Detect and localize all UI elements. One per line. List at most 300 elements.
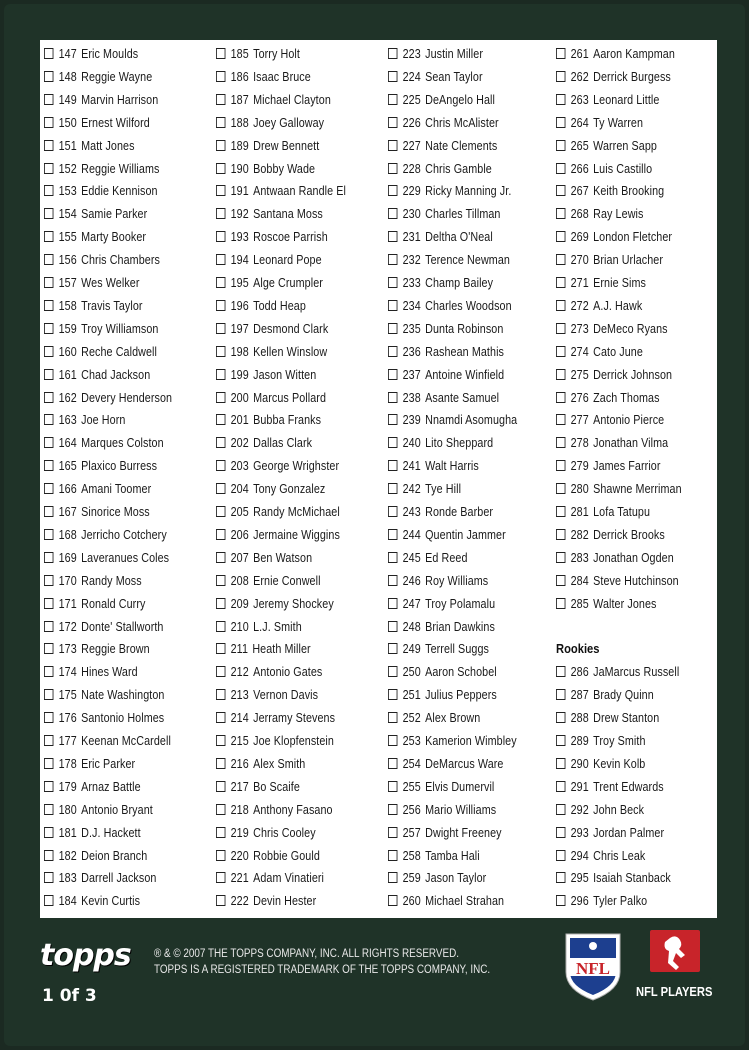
player-name: Nate Washington xyxy=(81,688,165,703)
checklist-entry xyxy=(556,342,643,362)
card-number: 274 xyxy=(570,344,589,359)
checklist-entry xyxy=(556,181,664,201)
checkbox-icon[interactable] xyxy=(388,850,397,861)
checkbox-icon[interactable] xyxy=(556,163,565,174)
checkbox-icon[interactable] xyxy=(388,300,397,311)
card-number: 173 xyxy=(58,642,77,657)
card-number: 260 xyxy=(402,894,421,909)
player-name: Torry Holt xyxy=(253,47,300,61)
player-name: DeMeco Ryans xyxy=(593,321,668,336)
card-number: 148 xyxy=(58,69,77,84)
checkbox-icon[interactable] xyxy=(556,460,565,471)
card-number: 244 xyxy=(402,527,421,542)
checkbox-icon[interactable] xyxy=(216,850,225,861)
checkbox-icon[interactable] xyxy=(556,71,565,82)
checkbox-icon[interactable] xyxy=(556,689,565,700)
card-number: 221 xyxy=(230,871,249,886)
checkbox-icon[interactable] xyxy=(556,185,565,196)
checklist-entry xyxy=(388,548,468,568)
player-name: Ronald Curry xyxy=(81,596,146,611)
checkbox-icon[interactable] xyxy=(44,506,53,517)
card-number: 288 xyxy=(570,711,589,726)
player-name: Ricky Manning Jr. xyxy=(425,184,512,199)
checkbox-icon[interactable] xyxy=(216,529,225,540)
checklist-entry xyxy=(556,296,642,316)
checkbox-icon[interactable] xyxy=(388,827,397,838)
checkbox-icon[interactable] xyxy=(44,369,53,380)
player-name: Ronde Barber xyxy=(425,505,494,519)
player-name: Chris Gamble xyxy=(425,161,492,176)
checkbox-icon[interactable] xyxy=(216,483,225,494)
checkbox-icon[interactable] xyxy=(44,850,53,861)
checkbox-icon[interactable] xyxy=(216,506,225,517)
checkbox-icon[interactable] xyxy=(388,460,397,471)
card-number: 265 xyxy=(570,138,589,153)
player-name: Antwaan Randle El xyxy=(253,184,347,199)
checklist-entry xyxy=(556,273,646,293)
checkbox-icon[interactable] xyxy=(388,392,397,403)
card-number: 200 xyxy=(230,390,249,405)
checkbox-icon[interactable] xyxy=(44,689,53,700)
checklist-entry xyxy=(388,181,511,201)
checklist-entry xyxy=(216,456,339,476)
checklist-entry xyxy=(216,685,318,705)
player-name: Reggie Wayne xyxy=(81,69,153,84)
checkbox-icon[interactable] xyxy=(216,254,225,265)
checklist-entry xyxy=(556,456,661,476)
checkbox-icon[interactable] xyxy=(216,827,225,838)
card-number: 182 xyxy=(58,848,77,863)
checklist-entry xyxy=(44,319,158,339)
checkbox-icon[interactable] xyxy=(388,666,397,677)
card-number: 193 xyxy=(230,230,249,245)
checkbox-icon[interactable] xyxy=(44,117,53,128)
player-name: Travis Taylor xyxy=(81,298,143,313)
player-name: Antonio Gates xyxy=(253,665,323,680)
checkbox-icon[interactable] xyxy=(216,300,225,311)
checklist-entry xyxy=(388,319,503,339)
checkbox-icon[interactable] xyxy=(216,689,225,700)
checkbox-icon[interactable] xyxy=(44,140,53,151)
checkbox-icon[interactable] xyxy=(388,689,397,700)
card-number: 294 xyxy=(570,848,589,863)
checkbox-icon[interactable] xyxy=(44,575,53,586)
player-name: Troy Smith xyxy=(593,734,646,748)
checklist-entry xyxy=(216,708,335,728)
card-number: 178 xyxy=(58,756,77,771)
checkbox-icon[interactable] xyxy=(556,117,565,128)
checklist-entry xyxy=(44,685,164,705)
checkbox-icon[interactable] xyxy=(388,185,397,196)
checkbox-icon[interactable] xyxy=(556,94,565,105)
player-name: Ben Watson xyxy=(253,550,313,565)
checkbox-icon[interactable] xyxy=(44,781,53,792)
checklist-entry xyxy=(388,410,517,430)
player-name: A.J. Hawk xyxy=(593,298,643,313)
checkbox-icon[interactable] xyxy=(556,506,565,517)
checklist-entry xyxy=(44,433,164,453)
checkbox-icon[interactable] xyxy=(216,277,225,288)
checkbox-icon[interactable] xyxy=(44,323,53,334)
checkbox-icon[interactable] xyxy=(44,804,53,815)
player-name: Aaron Schobel xyxy=(425,665,497,680)
checkbox-icon[interactable] xyxy=(216,575,225,586)
checkbox-icon[interactable] xyxy=(44,71,53,82)
checkbox-icon[interactable] xyxy=(44,529,53,540)
player-name: Jordan Palmer xyxy=(593,825,665,840)
checkbox-icon[interactable] xyxy=(556,48,565,59)
player-name: Randy Moss xyxy=(81,573,142,588)
checkbox-icon[interactable] xyxy=(388,598,397,609)
checkbox-icon[interactable] xyxy=(44,185,53,196)
card-number: 238 xyxy=(402,390,421,405)
checkbox-icon[interactable] xyxy=(556,208,565,219)
checkbox-icon[interactable] xyxy=(216,346,225,357)
checkbox-icon[interactable] xyxy=(44,598,53,609)
checkbox-icon[interactable] xyxy=(556,758,565,769)
checkbox-icon[interactable] xyxy=(388,804,397,815)
checkbox-icon[interactable] xyxy=(388,529,397,540)
checkbox-icon[interactable] xyxy=(388,117,397,128)
player-name: Robbie Gould xyxy=(253,848,320,863)
player-name: Alge Crumpler xyxy=(253,276,323,290)
nfl-shield-icon xyxy=(562,928,624,1002)
checkbox-icon[interactable] xyxy=(556,323,565,334)
checkbox-icon[interactable] xyxy=(556,140,565,151)
card-number: 291 xyxy=(570,779,589,794)
copyright-line-2: TOPPS IS A REGISTERED TRADEMARK OF THE TOPPS COMPANY, INC. xyxy=(154,964,491,976)
checklist-entry xyxy=(556,44,675,64)
card-number: 220 xyxy=(230,848,249,863)
card-number: 271 xyxy=(570,276,589,290)
checkbox-icon[interactable] xyxy=(44,414,53,425)
checkbox-icon[interactable] xyxy=(216,735,225,746)
player-name: Arnaz Battle xyxy=(81,779,141,794)
checklist-entry xyxy=(44,136,135,156)
player-name: Troy Polamalu xyxy=(425,596,496,611)
checkbox-icon[interactable] xyxy=(216,94,225,105)
player-name: Nnamdi Asomugha xyxy=(425,413,518,428)
player-name: Chris Chambers xyxy=(81,253,160,268)
checkbox-icon[interactable] xyxy=(556,712,565,723)
checkbox-icon[interactable] xyxy=(556,895,565,906)
checkbox-icon[interactable] xyxy=(216,71,225,82)
player-name: Plaxico Burress xyxy=(81,459,158,474)
player-name: Champ Bailey xyxy=(425,276,494,290)
checkbox-icon[interactable] xyxy=(388,575,397,586)
checkbox-icon[interactable] xyxy=(216,895,225,906)
checkbox-icon[interactable] xyxy=(44,666,53,677)
checklist-entry xyxy=(556,159,652,179)
checklist-entry xyxy=(44,90,158,110)
checkbox-icon[interactable] xyxy=(216,414,225,425)
checkbox-icon[interactable] xyxy=(216,758,225,769)
checkbox-icon[interactable] xyxy=(216,369,225,380)
card-number: 277 xyxy=(570,413,589,428)
checklist-entry xyxy=(388,204,500,224)
checklist-entry xyxy=(216,571,321,591)
checkbox-icon[interactable] xyxy=(556,781,565,792)
checkbox-icon[interactable] xyxy=(216,231,225,242)
checkbox-icon[interactable] xyxy=(388,552,397,563)
checkbox-icon[interactable] xyxy=(216,712,225,723)
nfl-players-label: NFL PLAYERS xyxy=(636,984,713,999)
checklist-entry xyxy=(556,823,664,843)
checkbox-icon[interactable] xyxy=(44,872,53,883)
checkbox-icon[interactable] xyxy=(556,872,565,883)
card-number: 214 xyxy=(230,711,249,726)
checkbox-icon[interactable] xyxy=(44,643,53,654)
checkbox-icon[interactable] xyxy=(388,277,397,288)
checklist-entry xyxy=(388,617,495,637)
checkbox-icon[interactable] xyxy=(556,254,565,265)
card-number: 206 xyxy=(230,527,249,542)
card-number: 295 xyxy=(570,871,589,886)
checklist-entry xyxy=(388,365,504,385)
player-name: James Farrior xyxy=(593,459,661,474)
player-name: Antoine Winfield xyxy=(425,367,505,382)
checkbox-icon[interactable] xyxy=(216,48,225,59)
checklist-entry xyxy=(388,777,494,797)
checklist-entry xyxy=(216,800,333,820)
checkbox-icon[interactable] xyxy=(556,827,565,838)
checklist-entry xyxy=(388,685,497,705)
checkbox-icon[interactable] xyxy=(556,300,565,311)
checkbox-icon[interactable] xyxy=(216,804,225,815)
card-number: 197 xyxy=(230,321,249,336)
checkbox-icon[interactable] xyxy=(388,758,397,769)
checklist-entry xyxy=(388,639,489,659)
checkbox-icon[interactable] xyxy=(556,804,565,815)
player-silhouette-icon xyxy=(650,930,700,972)
checkbox-icon[interactable] xyxy=(388,346,397,357)
card-number: 226 xyxy=(402,115,421,130)
rookies-heading: Rookies xyxy=(556,641,600,657)
checkbox-icon[interactable] xyxy=(556,231,565,242)
checkbox-icon[interactable] xyxy=(216,643,225,654)
card-number: 266 xyxy=(570,161,589,176)
player-name: Desmond Clark xyxy=(253,321,329,336)
checkbox-icon[interactable] xyxy=(556,369,565,380)
checkbox-icon[interactable] xyxy=(216,208,225,219)
player-name: Jason Witten xyxy=(253,367,317,382)
card-number: 248 xyxy=(402,619,421,634)
checkbox-icon[interactable] xyxy=(216,392,225,403)
checklist-entry xyxy=(216,617,302,637)
checkbox-icon[interactable] xyxy=(44,437,53,448)
checkbox-icon[interactable] xyxy=(388,414,397,425)
checkbox-icon[interactable] xyxy=(216,323,225,334)
checkbox-icon[interactable] xyxy=(556,529,565,540)
checkbox-icon[interactable] xyxy=(216,872,225,883)
checklist-entry xyxy=(216,594,334,614)
player-name: Walter Jones xyxy=(593,596,657,611)
checklist-entry xyxy=(388,525,506,545)
player-name: Marques Colston xyxy=(81,436,164,451)
checklist-entry xyxy=(216,525,340,545)
checkbox-icon[interactable] xyxy=(388,94,397,105)
checkbox-icon[interactable] xyxy=(388,437,397,448)
card-number: 275 xyxy=(570,367,589,382)
checkbox-icon[interactable] xyxy=(388,163,397,174)
checkbox-icon[interactable] xyxy=(556,414,565,425)
checkbox-icon[interactable] xyxy=(44,758,53,769)
checklist-entry xyxy=(216,319,328,339)
checkbox-icon[interactable] xyxy=(44,712,53,723)
player-name: Hines Ward xyxy=(81,665,138,680)
checklist-entry xyxy=(388,502,493,522)
checkbox-icon[interactable] xyxy=(216,185,225,196)
card-number: 208 xyxy=(230,573,249,588)
card-number: 281 xyxy=(570,505,589,519)
checklist-entry xyxy=(556,227,672,247)
checklist-entry xyxy=(388,44,483,64)
checklist-entry xyxy=(556,204,643,224)
checkbox-icon[interactable] xyxy=(556,346,565,357)
checklist-entry xyxy=(216,662,322,682)
checkbox-icon[interactable] xyxy=(388,483,397,494)
player-name: Wes Welker xyxy=(81,276,140,290)
checkbox-icon[interactable] xyxy=(44,460,53,471)
checkbox-icon[interactable] xyxy=(556,850,565,861)
checklist-entry xyxy=(388,662,497,682)
card-number: 158 xyxy=(58,298,77,313)
checkbox-icon[interactable] xyxy=(556,277,565,288)
player-name: Marvin Harrison xyxy=(81,92,159,107)
checkbox-icon[interactable] xyxy=(44,621,53,632)
player-name: Tamba Hali xyxy=(425,848,480,863)
checkbox-icon[interactable] xyxy=(216,666,225,677)
card-number: 263 xyxy=(570,92,589,107)
checkbox-icon[interactable] xyxy=(556,666,565,677)
checkbox-icon[interactable] xyxy=(388,208,397,219)
checkbox-icon[interactable] xyxy=(44,277,53,288)
checkbox-icon[interactable] xyxy=(556,735,565,746)
card-number: 286 xyxy=(570,665,589,680)
card-number: 155 xyxy=(58,230,77,245)
checkbox-icon[interactable] xyxy=(44,346,53,357)
checkbox-icon[interactable] xyxy=(44,254,53,265)
checkbox-icon[interactable] xyxy=(388,872,397,883)
checklist-entry xyxy=(388,754,503,774)
checkbox-icon[interactable] xyxy=(44,94,53,105)
card-number: 151 xyxy=(58,138,77,153)
checkbox-icon[interactable] xyxy=(216,598,225,609)
checkbox-icon[interactable] xyxy=(556,552,565,563)
player-name: Michael Strahan xyxy=(425,894,505,909)
checklist-entry xyxy=(556,319,668,339)
checklist-entry xyxy=(216,388,326,408)
checkbox-icon[interactable] xyxy=(44,895,53,906)
player-name: Walt Harris xyxy=(425,459,479,474)
checkbox-icon[interactable] xyxy=(388,735,397,746)
checkbox-icon[interactable] xyxy=(216,163,225,174)
player-name: Drew Stanton xyxy=(593,711,660,726)
checkbox-icon[interactable] xyxy=(388,895,397,906)
card-number: 261 xyxy=(570,47,589,61)
checkbox-icon[interactable] xyxy=(388,712,397,723)
checkbox-icon[interactable] xyxy=(388,140,397,151)
checkbox-icon[interactable] xyxy=(388,369,397,380)
player-name: Eric Moulds xyxy=(81,47,139,61)
checkbox-icon[interactable] xyxy=(388,48,397,59)
checkbox-icon[interactable] xyxy=(216,781,225,792)
player-name: Nate Clements xyxy=(425,138,498,153)
checkbox-icon[interactable] xyxy=(556,437,565,448)
checkbox-icon[interactable] xyxy=(44,392,53,403)
checkbox-icon[interactable] xyxy=(556,483,565,494)
player-name: Jeremy Shockey xyxy=(253,596,334,611)
card-number: 229 xyxy=(402,184,421,199)
player-name: Matt Jones xyxy=(81,138,135,153)
checkbox-icon[interactable] xyxy=(44,552,53,563)
checklist-entry xyxy=(44,67,152,87)
checkbox-icon[interactable] xyxy=(216,117,225,128)
checkbox-icon[interactable] xyxy=(388,506,397,517)
checkbox-icon[interactable] xyxy=(216,140,225,151)
checklist-entry xyxy=(388,708,480,728)
checklist-entry xyxy=(556,594,656,614)
checkbox-icon[interactable] xyxy=(44,735,53,746)
checkbox-icon[interactable] xyxy=(44,48,53,59)
card-number: 215 xyxy=(230,734,249,748)
player-name: Bobby Wade xyxy=(253,161,316,176)
card-number: 202 xyxy=(230,436,249,451)
checkbox-icon[interactable] xyxy=(216,460,225,471)
checklist-entry xyxy=(44,846,147,866)
card-number: 268 xyxy=(570,207,589,222)
checkbox-icon[interactable] xyxy=(388,71,397,82)
checkbox-icon[interactable] xyxy=(556,392,565,403)
checkbox-icon[interactable] xyxy=(216,621,225,632)
checklist-entry xyxy=(388,456,479,476)
checkbox-icon[interactable] xyxy=(44,827,53,838)
card-number: 187 xyxy=(230,92,249,107)
card-number: 217 xyxy=(230,779,249,794)
checkbox-icon[interactable] xyxy=(388,621,397,632)
checkbox-icon[interactable] xyxy=(388,323,397,334)
player-name: Randy McMichael xyxy=(253,505,340,519)
card-number: 203 xyxy=(230,459,249,474)
checkbox-icon[interactable] xyxy=(388,254,397,265)
checkbox-icon[interactable] xyxy=(216,552,225,563)
card-number: 185 xyxy=(230,47,249,61)
player-name: Marty Booker xyxy=(81,230,147,245)
checkbox-icon[interactable] xyxy=(44,483,53,494)
checkbox-icon[interactable] xyxy=(216,437,225,448)
card-number: 250 xyxy=(402,665,421,680)
checklist-entry xyxy=(216,479,325,499)
checkbox-icon[interactable] xyxy=(556,598,565,609)
checkbox-icon[interactable] xyxy=(44,163,53,174)
player-name: Alex Smith xyxy=(253,756,306,771)
copyright-notice xyxy=(154,946,490,978)
checklist-entry xyxy=(556,685,654,705)
checkbox-icon[interactable] xyxy=(388,643,397,654)
player-name: Kevin Curtis xyxy=(81,894,141,909)
checklist-entry xyxy=(388,571,488,591)
card-number: 283 xyxy=(570,550,589,565)
checkbox-icon[interactable] xyxy=(556,575,565,586)
checkbox-icon[interactable] xyxy=(388,231,397,242)
checkbox-icon[interactable] xyxy=(44,208,53,219)
checkbox-icon[interactable] xyxy=(44,300,53,311)
checkbox-icon[interactable] xyxy=(44,231,53,242)
checklist-entry xyxy=(216,868,324,888)
player-name: Chris McAlister xyxy=(425,115,499,130)
checkbox-icon[interactable] xyxy=(388,781,397,792)
checklist-entry xyxy=(44,273,140,293)
